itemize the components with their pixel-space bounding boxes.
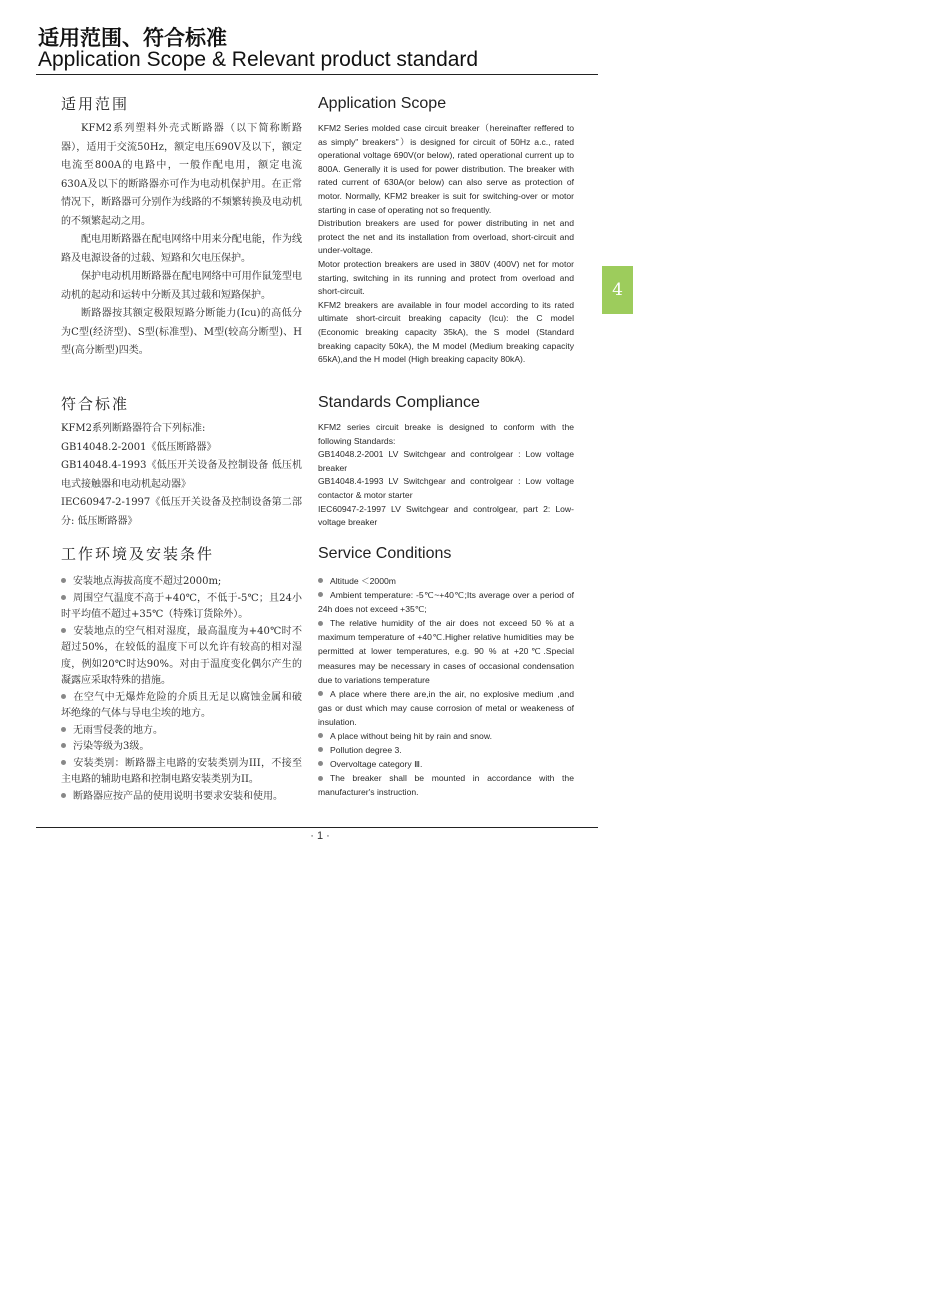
list-item: 污染等级为3级。 — [61, 739, 302, 756]
list-item: A place without being hit by rain and snow. — [318, 729, 574, 743]
en-scope-section — [318, 94, 574, 367]
en-service-heading: Service Conditions — [318, 545, 452, 562]
en-scope-paragraph: Distribution breakers are used for power distributing in net and protect the net and its installation from overload, short-circuit and under-voltage. — [318, 218, 574, 256]
cn-standards-line: IEC60947-2-1997《低压开关设备及控制设备第二部分: 低压断路器》 — [61, 497, 302, 527]
list-item: The relative humidity of the air does not exceed 50 % at a maximum temperature of +40℃.Higher relative humidities may be permitted at lower temperatures, e.g. 90 % at +20℃.Special measures may be necessary in cases of occasional condensation due to variations temperature — [318, 618, 574, 685]
en-standards-line: IEC60947-2-1997 LV Switchgear and controlgear, part 2: Low-voltage breaker — [318, 503, 574, 528]
en-scope-paragraph: KFM2 Series molded case circuit breaker（hereinafter reffered to as simply" breakers"）is designed for circuit of 50Hz a.c., rated operational voltage 690V(or below), rated operational current up to 800A. Generally it is used for power distribution. The breaker with rated current of 630A(or below) can also serve as protection of motor. Normally, KFM2 breaker is suit for switching-over or motor starting in case of operating not so frequently. — [318, 123, 574, 215]
cn-standards-heading: 符合标准 — [61, 395, 130, 413]
en-scope-heading: Application Scope — [318, 95, 447, 112]
page-title-en: Application Scope & Relevant product standard — [38, 48, 479, 71]
bullet-icon — [318, 761, 323, 766]
list-item: A place where there are,in the air, no explosive medium ,and gas or dust which may cause corrosion of metal or weakeness of insulation. — [318, 688, 574, 727]
cn-standards-line: KFM2系列断路器符合下列标准: — [61, 423, 206, 434]
bullet-icon — [318, 621, 323, 626]
en-standards-line: GB14048.2-2001 LV Switchgear and controlgear : Low voltage breaker — [318, 449, 574, 473]
bullet-icon — [61, 595, 66, 600]
list-item: Ambient temperature: -5℃~+40℃;Its average over a period of 24h does not exceed +35℃; — [318, 590, 574, 615]
list-item: 安装地点海拔高度不超过2000m; — [61, 574, 302, 591]
en-service-list — [318, 574, 574, 800]
bullet-icon — [318, 747, 323, 752]
bullet-icon — [61, 628, 66, 633]
cn-scope-paragraph: 断路器按其额定极限短路分断能力(Icu)的高低分为C型(经济型)、S型(标准型)、M型(较高分断型)、H型(高分断型)四类。 — [61, 308, 302, 356]
list-item: Pollution degree 3. — [318, 743, 574, 757]
cn-standards-line: GB14048.2-2001《低压断路器》 — [61, 441, 217, 453]
bullet-icon — [61, 578, 66, 583]
en-service-section — [318, 544, 574, 800]
list-item: Altitude ＜2000m — [318, 574, 574, 588]
cn-standards-line: GB14048.4-1993《低压开关设备及控制设备 低压机电式接触器和电动机起动器》 — [61, 460, 302, 490]
cn-scope-heading: 适用范围 — [61, 95, 130, 113]
en-standards-section — [318, 393, 574, 530]
bullet-icon — [61, 793, 66, 798]
cn-standards-section — [61, 394, 302, 531]
cn-service-section — [61, 544, 302, 805]
cn-scope-paragraph: 配电用断路器在配电网络中用来分配电能，作为线路及电源设备的过载、短路和欠电压保护。 — [61, 234, 302, 264]
chapter-tab: 4 — [602, 266, 633, 314]
header-divider — [36, 74, 598, 75]
page-number: · 1 · — [310, 830, 330, 842]
en-standards-line: GB14048.4-1993 LV Switchgear and controlgear : Low voltage contactor & motor starter — [318, 476, 574, 500]
en-standards-line: KFM2 series circuit breake is designed to conform with the following Standards: — [318, 422, 574, 446]
bullet-icon — [61, 760, 66, 765]
cn-service-list — [61, 574, 302, 805]
list-item: 安装地点的空气相对湿度，最高温度为+40℃时不超过50%，在较低的温度下可以允许有较高的相对湿度，例如20℃时达90%。对由于温度变化偶尔产生的凝露应采取特殊的措施。 — [61, 625, 302, 686]
list-item: 周围空气温度不高于+40℃，不低于-5℃；且24小时平均值不超过+35℃（特殊订货除外）。 — [61, 592, 302, 620]
bullet-icon — [318, 592, 323, 597]
list-item: 在空气中无爆炸危险的介质且无足以腐蚀金属和破坏绝缘的气体与导电尘埃的地方。 — [61, 691, 302, 719]
bullet-icon — [318, 578, 323, 583]
list-item: The breaker shall be mounted in accordance with the manufacturer's instruction. — [318, 773, 574, 798]
bullet-icon — [61, 694, 66, 699]
page-title-cn: 适用范围、符合标准 — [38, 26, 227, 50]
bullet-icon — [61, 727, 66, 732]
cn-scope-section — [61, 94, 302, 361]
list-item: 无雨雪侵袭的地方。 — [61, 723, 302, 740]
bullet-icon — [318, 733, 323, 738]
cn-scope-paragraph: KFM2系列塑料外壳式断路器（以下简称断路器），适用于交流50Hz，额定电压690V及以下，额定电流至800A的电路中，一般作配电用，额定电流630A及以下的断路器亦可作为电动机保护用。在正常情况下，断路器可分别作为线路的不频繁转换及电动机的不频繁起动之用。 — [61, 123, 302, 227]
en-standards-heading: Standards Compliance — [318, 394, 480, 411]
bullet-icon — [61, 743, 66, 748]
footer-divider — [36, 827, 598, 828]
list-item: Overvoltage category Ⅲ. — [318, 757, 574, 771]
list-item: 断路器应按产品的使用说明书要求安装和使用。 — [61, 789, 302, 806]
bullet-icon — [318, 776, 323, 781]
cn-service-heading: 工作环境及安装条件 — [61, 545, 215, 563]
en-scope-paragraph: KFM2 breakers are available in four model according to its rated ultimate short-circuit breaking capacity (Icu): the C model (Economic breaking capacity 35kA), the S model (Standard breaking capacity 50kA), the M model (Medium breaking capacity 65kA),and the H model (High breaking capacity 80kA). — [318, 299, 574, 365]
cn-scope-paragraph: 保护电动机用断路器在配电网络中可用作鼠笼型电动机的起动和运转中分断及其过载和短路保护。 — [61, 271, 302, 301]
bullet-icon — [318, 691, 323, 696]
list-item: 安装类别：断路器主电路的安装类别为III，不接至主电路的辅助电路和控制电路安装类别为II。 — [61, 757, 302, 785]
en-scope-paragraph: Motor protection breakers are used in 380V (400V) net for motor starting, switching in its running and protect from overload and short-circuit. — [318, 258, 574, 297]
